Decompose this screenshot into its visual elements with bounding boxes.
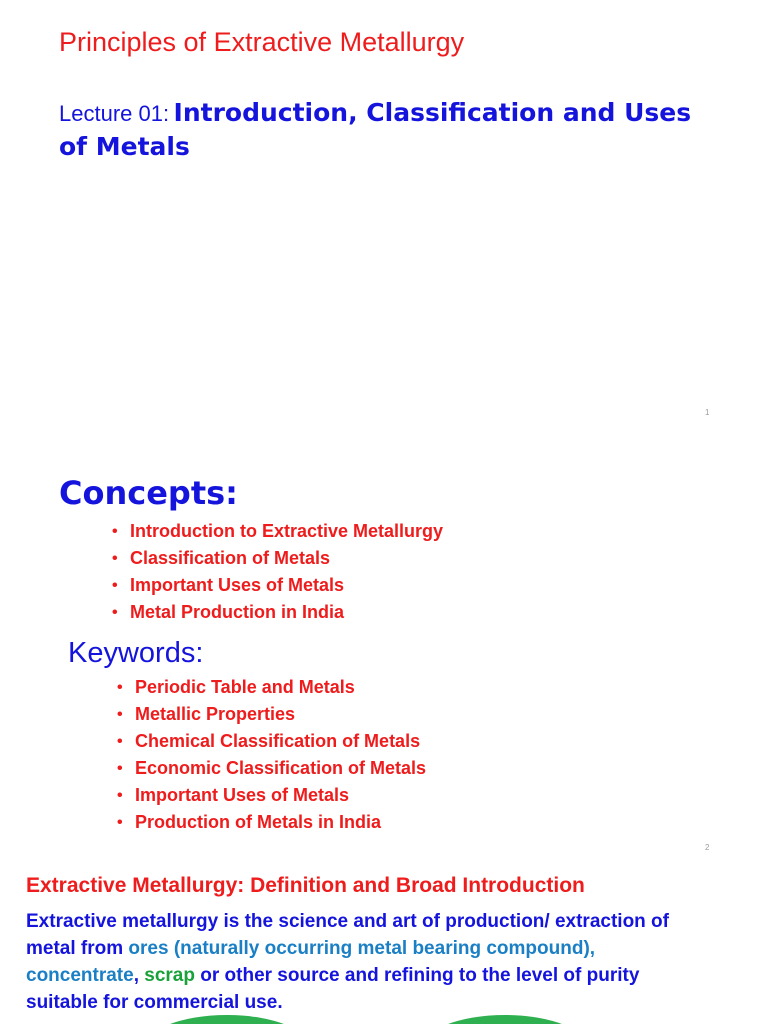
concept-item: • Introduction to Extractive Metallurgy	[112, 518, 443, 545]
slide-number: 2	[705, 843, 710, 852]
scrap-highlight: scrap	[144, 965, 195, 986]
keyword-item: • Production of Metals in India	[117, 809, 426, 836]
bullet-icon: •	[117, 760, 123, 777]
bullet-icon: •	[117, 814, 123, 831]
keywords-list	[117, 674, 426, 836]
keyword-item: • Periodic Table and Metals	[117, 674, 426, 701]
concept-item: • Classification of Metals	[112, 545, 443, 572]
concepts-heading: Concepts:	[59, 474, 238, 512]
concept-item: • Important Uses of Metals	[112, 572, 443, 599]
keywords-heading: Keywords:	[68, 637, 204, 669]
keyword-item: • Economic Classification of Metals	[117, 755, 426, 782]
keyword-item: • Metallic Properties	[117, 701, 426, 728]
bullet-icon: •	[112, 577, 118, 594]
slide-3	[0, 860, 768, 1024]
definition-heading: Extractive Metallurgy: Definition and Broad Introduction	[26, 874, 585, 897]
bullet-icon: •	[117, 679, 123, 696]
bullet-icon: •	[117, 733, 123, 750]
green-ellipse-shape	[420, 1015, 590, 1024]
lecture-topic: Introduction, Classification and Uses of Metals	[59, 98, 692, 161]
definition-text	[26, 908, 686, 1016]
green-ellipse-shape	[142, 1015, 312, 1024]
lecture-number: Lecture 01:	[59, 101, 170, 126]
bullet-icon: •	[112, 604, 118, 621]
concepts-list	[112, 518, 443, 626]
bullet-icon: •	[117, 706, 123, 723]
definition-text-part: Extractive metallurgy is the science and art of production/ extraction of metal from	[26, 911, 669, 959]
ores-highlight: ores (naturally occurring metal bearing compound), concentrate	[26, 938, 596, 986]
keyword-item: • Important Uses of Metals	[117, 782, 426, 809]
slide-number: 1	[705, 408, 710, 417]
keyword-item: • Chemical Classification of Metals	[117, 728, 426, 755]
bullet-icon: •	[112, 523, 118, 540]
bullet-icon: •	[112, 550, 118, 567]
slide-1	[0, 0, 768, 430]
lecture-title	[59, 98, 719, 166]
course-title: Principles of Extractive Metallurgy	[59, 27, 465, 57]
concept-item: • Metal Production in India	[112, 599, 443, 626]
definition-text-part: ,	[133, 965, 145, 986]
bullet-icon: •	[117, 787, 123, 804]
definition-text-part: or other source and refining to the level of purity suitable for commercial use.	[26, 965, 640, 1013]
slide-2	[0, 430, 768, 860]
